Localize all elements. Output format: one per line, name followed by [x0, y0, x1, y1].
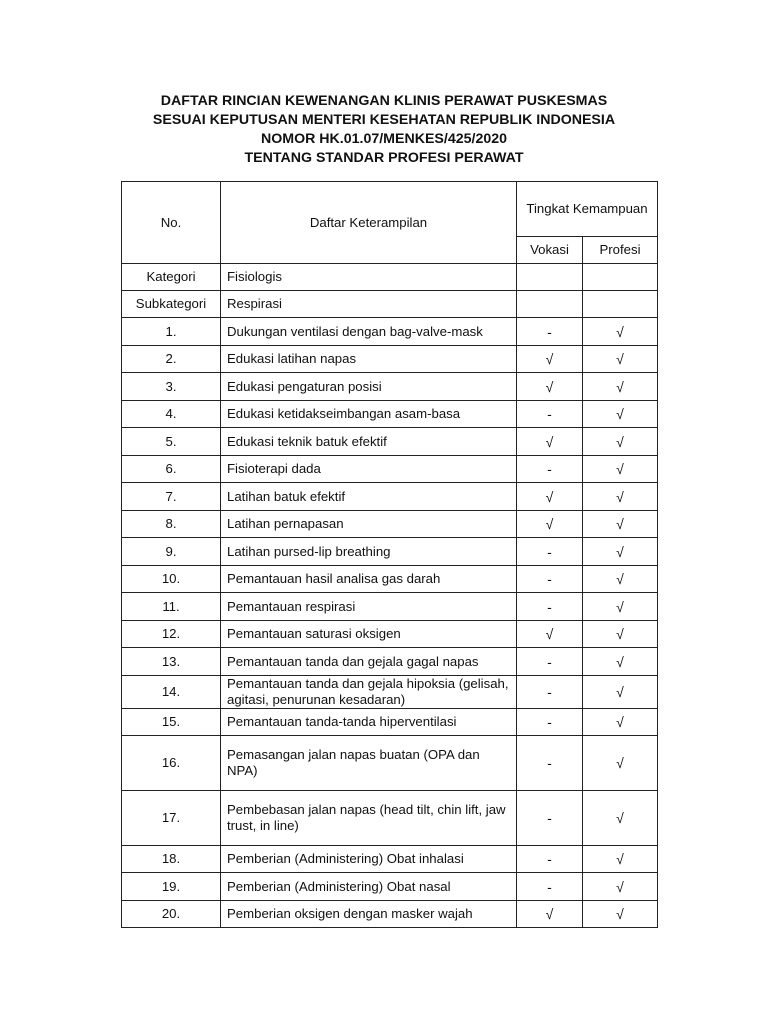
row-number: 12. [122, 621, 221, 648]
table-row [122, 456, 658, 483]
category-profesi-cell [583, 264, 658, 291]
category-label: Kategori [122, 264, 221, 291]
row-skill: Latihan batuk efektif [221, 483, 517, 511]
row-skill: Edukasi teknik batuk efektif [221, 428, 517, 456]
table-row [122, 621, 658, 648]
table-row [122, 873, 658, 901]
row-profesi: √ [583, 846, 658, 873]
header-row-1 [122, 182, 658, 237]
row-skill: Latihan pernapasan [221, 511, 517, 538]
table-row [122, 676, 658, 709]
row-skill: Pembebasan jalan napas (head tilt, chin lift, jaw trust, in line) [221, 791, 517, 846]
table-row [122, 511, 658, 538]
table-row [122, 709, 658, 736]
row-number: 15. [122, 709, 221, 736]
row-profesi: √ [583, 566, 658, 593]
row-profesi: √ [583, 511, 658, 538]
row-number: 16. [122, 736, 221, 791]
row-skill: Pemantauan respirasi [221, 593, 517, 621]
row-profesi: √ [583, 676, 658, 709]
row-number: 3. [122, 373, 221, 401]
table-row [122, 538, 658, 566]
row-number: 5. [122, 428, 221, 456]
row-skill: Pemberian (Administering) Obat inhalasi [221, 846, 517, 873]
row-skill: Fisioterapi dada [221, 456, 517, 483]
category-value: Fisiologis [221, 264, 517, 291]
table-row [122, 566, 658, 593]
header-skill: Daftar Keterampilan [221, 182, 517, 264]
row-number: 11. [122, 593, 221, 621]
row-number: 2. [122, 346, 221, 373]
row-profesi: √ [583, 593, 658, 621]
row-skill: Pemantauan hasil analisa gas darah [221, 566, 517, 593]
row-profesi: √ [583, 373, 658, 401]
table-row [122, 318, 658, 346]
document-title [0, 92, 768, 168]
row-profesi: √ [583, 901, 658, 928]
table-row [122, 428, 658, 456]
row-skill: Edukasi latihan napas [221, 346, 517, 373]
row-vokasi: - [517, 593, 583, 621]
row-number: 6. [122, 456, 221, 483]
row-skill: Latihan pursed-lip breathing [221, 538, 517, 566]
table-row [122, 373, 658, 401]
row-vokasi: √ [517, 428, 583, 456]
title-line-3: NOMOR HK.01.07/MENKES/425/2020 [260, 131, 508, 147]
row-vokasi: - [517, 873, 583, 901]
subcategory-profesi-cell [583, 291, 658, 318]
subcategory-value: Respirasi [221, 291, 517, 318]
row-profesi: √ [583, 709, 658, 736]
row-number: 20. [122, 901, 221, 928]
row-vokasi: - [517, 401, 583, 428]
table-row [122, 483, 658, 511]
row-number: 7. [122, 483, 221, 511]
category-vokasi-cell [517, 264, 583, 291]
header-vokasi: Vokasi [517, 237, 583, 264]
subcategory-label: Subkategori [122, 291, 221, 318]
row-vokasi: √ [517, 901, 583, 928]
subcategory-vokasi-cell [517, 291, 583, 318]
header-no: No. [122, 182, 221, 264]
row-profesi: √ [583, 428, 658, 456]
row-profesi: √ [583, 483, 658, 511]
table-row [122, 736, 658, 791]
row-profesi: √ [583, 621, 658, 648]
table-row [122, 346, 658, 373]
row-vokasi: - [517, 791, 583, 846]
row-number: 19. [122, 873, 221, 901]
title-line-4: TENTANG STANDAR PROFESI PERAWAT [244, 150, 524, 166]
row-profesi: √ [583, 346, 658, 373]
subcategory-row [122, 291, 658, 318]
table-row [122, 593, 658, 621]
row-profesi: √ [583, 873, 658, 901]
row-number: 4. [122, 401, 221, 428]
row-profesi: √ [583, 791, 658, 846]
title-line-1: DAFTAR RINCIAN KEWENANGAN KLINIS PERAWAT PUSKESMAS [160, 93, 608, 109]
row-profesi: √ [583, 736, 658, 791]
table-row [122, 846, 658, 873]
row-number: 17. [122, 791, 221, 846]
row-vokasi: - [517, 648, 583, 676]
row-vokasi: √ [517, 373, 583, 401]
row-number: 13. [122, 648, 221, 676]
row-number: 18. [122, 846, 221, 873]
title-line-2: SESUAI KEPUTUSAN MENTERI KESEHATAN REPUBLIK INDONESIA [152, 112, 616, 128]
row-profesi: √ [583, 538, 658, 566]
header-level: Tingkat Kemampuan [517, 182, 658, 237]
row-skill: Pemasangan jalan napas buatan (OPA dan NPA) [221, 736, 517, 791]
row-vokasi: - [517, 318, 583, 346]
table-row [122, 791, 658, 846]
table-row [122, 648, 658, 676]
row-vokasi: - [517, 709, 583, 736]
row-vokasi: - [517, 538, 583, 566]
row-vokasi: √ [517, 346, 583, 373]
row-profesi: √ [583, 456, 658, 483]
row-skill: Pemantauan tanda-tanda hiperventilasi [221, 709, 517, 736]
row-vokasi: - [517, 736, 583, 791]
row-vokasi: - [517, 846, 583, 873]
table-row [122, 401, 658, 428]
row-number: 1. [122, 318, 221, 346]
row-vokasi: - [517, 456, 583, 483]
row-skill: Pemberian (Administering) Obat nasal [221, 873, 517, 901]
row-vokasi: √ [517, 483, 583, 511]
row-number: 9. [122, 538, 221, 566]
row-skill: Pemantauan saturasi oksigen [221, 621, 517, 648]
row-vokasi: - [517, 676, 583, 709]
row-profesi: √ [583, 318, 658, 346]
row-vokasi: - [517, 566, 583, 593]
row-profesi: √ [583, 648, 658, 676]
row-number: 8. [122, 511, 221, 538]
row-skill: Pemantauan tanda dan gejala gagal napas [221, 648, 517, 676]
row-skill: Edukasi ketidakseimbangan asam-basa [221, 401, 517, 428]
row-skill: Edukasi pengaturan posisi [221, 373, 517, 401]
row-profesi: √ [583, 401, 658, 428]
header-profesi: Profesi [583, 237, 658, 264]
row-skill: Pemberian oksigen dengan masker wajah [221, 901, 517, 928]
row-skill: Pemantauan tanda dan gejala hipoksia (gelisah, agitasi, penurunan kesadaran) [221, 676, 517, 709]
row-number: 14. [122, 676, 221, 709]
row-vokasi: √ [517, 511, 583, 538]
table-row [122, 901, 658, 928]
competency-table [121, 181, 658, 928]
row-skill: Dukungan ventilasi dengan bag-valve-mask [221, 318, 517, 346]
row-vokasi: √ [517, 621, 583, 648]
row-number: 10. [122, 566, 221, 593]
category-row [122, 264, 658, 291]
